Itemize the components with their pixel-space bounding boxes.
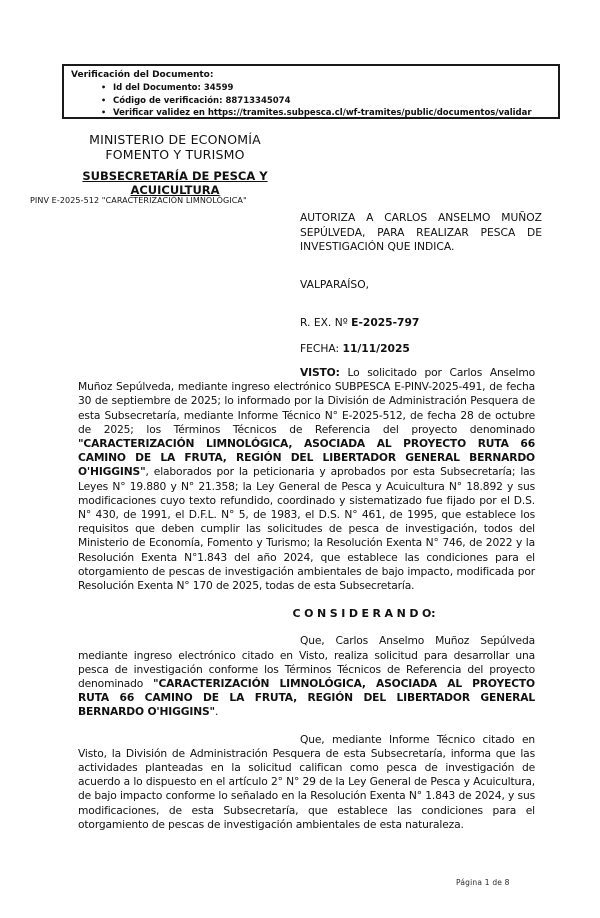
resolution-subject: AUTORIZA A CARLOS ANSELMO MUÑOZ SEPÚLVEDA, PARA REALIZAR PESCA DE INVESTIGACIÓN QUE INDICA. xyxy=(300,211,542,254)
verification-title: Verificación del Documento: xyxy=(71,70,214,80)
verification-item xyxy=(101,82,558,95)
verification-item-text: Verificar validez en https://tramites.subpesca.cl/wf-tramites/public/documentos/validar xyxy=(113,108,532,118)
bullet-icon: • xyxy=(101,95,107,105)
ministry-name-line1: MINISTERIO DE ECONOMÍA xyxy=(89,132,261,147)
visto-text-1: Lo solicitado por Carlos Anselmo Muñoz Sepúlveda, mediante ingreso electrónico SUBPESCA E-PINV-2025-491, de fecha 30 de septiembre de 2025; lo informado por la División de Administración Pesquera de esta Subsecretaría, mediante Informe Técnico N° E-2025-512, de fecha 28 de octubre de 2025; los Términos Técnicos de Referencia del proyecto denominado xyxy=(78,366,535,436)
document-body xyxy=(78,366,535,845)
pinv-reference: PINV E-2025-512 "CARACTERIZACIÓN LIMNOLÓGICA" xyxy=(30,196,247,205)
page-number: Página 1 de 8 xyxy=(456,878,510,887)
bullet-icon: • xyxy=(101,83,107,92)
resolution-number-value: E-2025-797 xyxy=(351,316,420,329)
resolution-date-value: 11/11/2025 xyxy=(342,342,410,355)
resolution-number-label: R. EX. Nº xyxy=(300,316,352,329)
verification-item-text: Código de verificación: 88713345074 xyxy=(113,95,291,106)
considerando-heading: C O N S I D E R A N D O: xyxy=(292,607,436,621)
bullet-icon: • xyxy=(101,108,107,117)
considerando-1-suffix: . xyxy=(214,705,219,719)
resolution-date xyxy=(300,342,410,355)
considerando-1-text: Que, Carlos Anselmo Muñoz Sepúlveda mediante ingreso electrónico citado en Visto, realiza solicitud para desarrollar una pesca de investigación conforme los Términos Técnicos de Referencia del proyecto denominado xyxy=(78,634,535,691)
project-name-bold: "CARACTERIZACIÓN LIMNOLÓGICA, ASOCIADA AL PROYECTO RUTA 66 CAMINO DE LA FRUTA, REGIÓN DEL LIBERTADOR GENERAL BERNARDO O'HIGGINS" xyxy=(78,677,535,719)
verification-box xyxy=(62,64,560,119)
visto-label: VISTO: xyxy=(300,366,340,379)
verification-item xyxy=(101,107,558,120)
subsecretaria-name xyxy=(40,169,310,197)
verification-list xyxy=(71,82,558,120)
subsecretaria-line1: SUBSECRETARÍA DE PESCA Y xyxy=(82,169,268,183)
verification-item xyxy=(101,95,558,108)
project-name-bold: "CARACTERIZACIÓN LIMNOLÓGICA, ASOCIADA AL PROYECTO RUTA 66 CAMINO DE LA FRUTA, REGIÓN DEL LIBERTADOR GENERAL BERNARDO O'HIGGINS" xyxy=(78,437,535,479)
city-line: VALPARAÍSO, xyxy=(300,278,370,291)
visto-text-2: , elaborados por la peticionaria y aprobados por esta Subsecretaría; las Leyes N° 19.880 y N° 21.358; la Ley General de Pesca y Acuicultura N° 18.892 y sus modificaciones cuyo texto refundido, coordinado y sistematizado fue fijado por el D.S. N° 430, de 1991, el D.F.L. N° 5, de 1983, el D.S. N° 461, de 1995, que establece los requisitos que deben cumplir las solicitudes de pesca de investigación, todos del Ministerio de Economía, Fomento y Turismo; la Resolución Exenta N° 746, de 2022 y la Resolución Exenta N°1.843 del año 2024, que establece las condiciones para el otorgamiento de pescas de investigación ambientales de bajo impacto, modificada por Resolución Exenta N° 170 de 2025, todas de esta Subsecretaría. xyxy=(78,465,535,593)
visto-paragraph xyxy=(78,366,535,593)
resolution-date-label: FECHA: xyxy=(300,342,343,355)
considerando-paragraph-2: Que, mediante Informe Técnico citado en Visto, la División de Administración Pesquera de esta Subsecretaría, informa que las actividades planteadas en la solicitud califican como pesca de investigación de acuerdo a lo dispuesto en el artículo 2° N° 29 de la Ley General de Pesca y Acuicultura, de bajo impacto conforme lo señalado en la Resolución Exenta N° 1.843 de 2024, y sus modificaciones, de esta Subsecretaría, que establece las condiciones para el otorgamiento de pescas de investigación ambientales de esta naturaleza. xyxy=(78,732,535,831)
subsecretaria-line2: ACUICULTURA xyxy=(130,183,220,197)
ministry-name-line2: FOMENTO Y TURISMO xyxy=(105,147,245,162)
ministry-name xyxy=(40,132,310,162)
resolution-number xyxy=(300,316,419,329)
verification-item-text: Id del Documento: 34599 xyxy=(113,83,234,93)
letterhead xyxy=(40,132,310,197)
considerando-paragraph-1 xyxy=(78,634,535,719)
